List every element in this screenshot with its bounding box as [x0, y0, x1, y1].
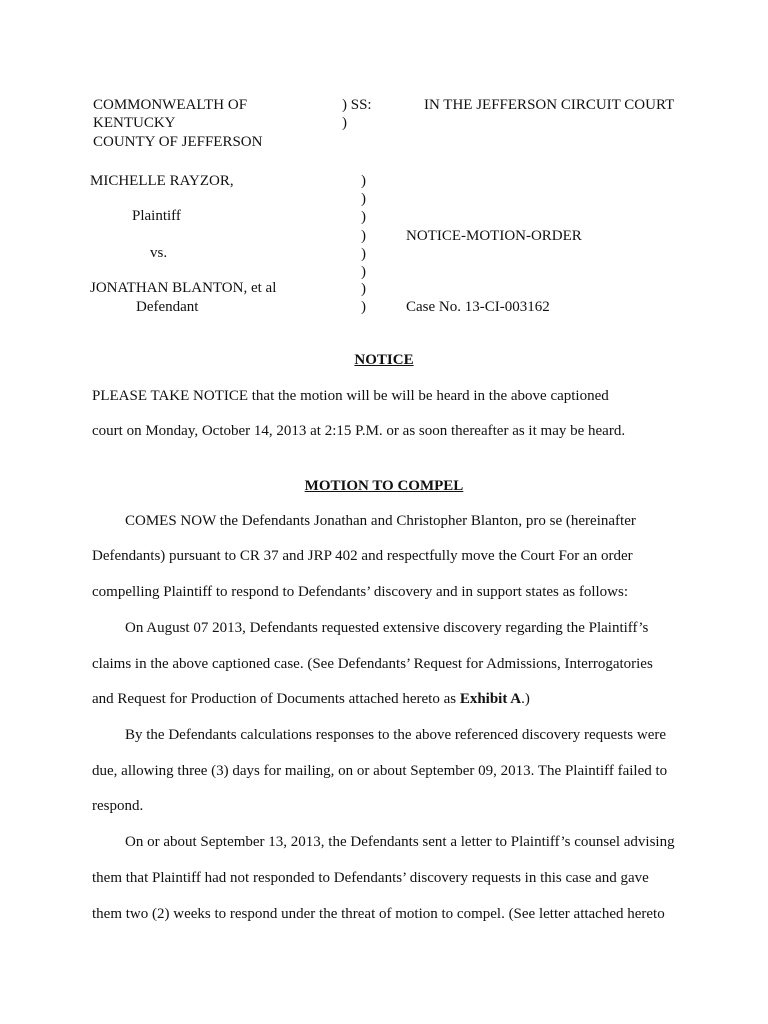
- motion-paragraph-line: respond.: [92, 798, 144, 814]
- plaintiff-label: Plaintiff: [132, 208, 181, 224]
- caption-paren: ): [361, 264, 366, 280]
- motion-paragraph-line: them that Plaintiff had not responded to Defendants’ discovery requests in this case and gave: [92, 870, 649, 886]
- caption-paren: ): [361, 228, 366, 244]
- motion-paragraph-line: claims in the above captioned case. (See Defendants’ Request for Admissions, Interrogatories: [92, 656, 653, 672]
- caption-paren: ): [361, 299, 366, 315]
- ss-marker: ) SS:: [342, 97, 372, 113]
- motion-paragraph-line: By the Defendants calculations responses to the above referenced discovery requests were: [125, 727, 667, 743]
- motion-paragraph-line: due, allowing three (3) days for mailing, on or about September 09, 2013. The Plaintiff failed to: [92, 763, 668, 779]
- caption-paren: ): [361, 209, 366, 225]
- motion-paragraph-line: On August 07 2013, Defendants requested extensive discovery regarding the Plaintiff’s: [125, 620, 649, 636]
- motion-title: MOTION TO COMPEL: [304, 478, 464, 494]
- notice-line: PLEASE TAKE NOTICE that the motion will be will be heard in the above captioned: [92, 388, 609, 404]
- court-name: IN THE JEFFERSON CIRCUIT COURT: [424, 97, 675, 113]
- motion-paragraph-line: COMES NOW the Defendants Jonathan and Christopher Blanton, pro se (hereinafter: [125, 513, 636, 529]
- exhibit-sentence-post: .): [521, 691, 530, 707]
- caption-paren: ): [361, 191, 366, 207]
- county-line: COUNTY OF JEFFERSON: [93, 134, 263, 150]
- plaintiff-name: MICHELLE RAYZOR,: [90, 173, 234, 189]
- commonwealth-line1: COMMONWEALTH OF: [93, 97, 248, 113]
- motion-paragraph-line: them two (2) weeks to respond under the threat of motion to compel. (See letter attached hereto: [92, 906, 665, 922]
- defendant-name: JONATHAN BLANTON, et al: [90, 280, 277, 296]
- caption-paren: ): [361, 173, 366, 189]
- versus-label: vs.: [150, 245, 168, 261]
- case-number: Case No. 13-CI-003162: [406, 299, 550, 315]
- motion-paragraph-line: compelling Plaintiff to respond to Defendants’ discovery and in support states as follows:: [92, 584, 629, 600]
- exhibit-a-reference: Exhibit A: [459, 691, 522, 707]
- ss-paren: ): [342, 115, 347, 131]
- exhibit-sentence-pre: and Request for Production of Documents attached hereto as: [92, 691, 460, 707]
- notice-line: court on Monday, October 14, 2013 at 2:15 P.M. or as soon thereafter as it may be heard.: [92, 423, 626, 439]
- caption-paren: ): [361, 281, 366, 297]
- motion-paragraph-line: [92, 690, 530, 708]
- commonwealth-line2: KENTUCKY: [93, 115, 176, 131]
- notice-title: NOTICE: [354, 352, 414, 368]
- motion-paragraph-line: Defendants) pursuant to CR 37 and JRP 402 and respectfully move the Court For an order: [92, 548, 633, 564]
- defendant-label: Defendant: [136, 299, 199, 315]
- caption-paren: ): [361, 246, 366, 262]
- motion-paragraph-line: On or about September 13, 2013, the Defendants sent a letter to Plaintiff’s counsel advising: [125, 834, 675, 850]
- document-type: NOTICE-MOTION-ORDER: [406, 228, 582, 244]
